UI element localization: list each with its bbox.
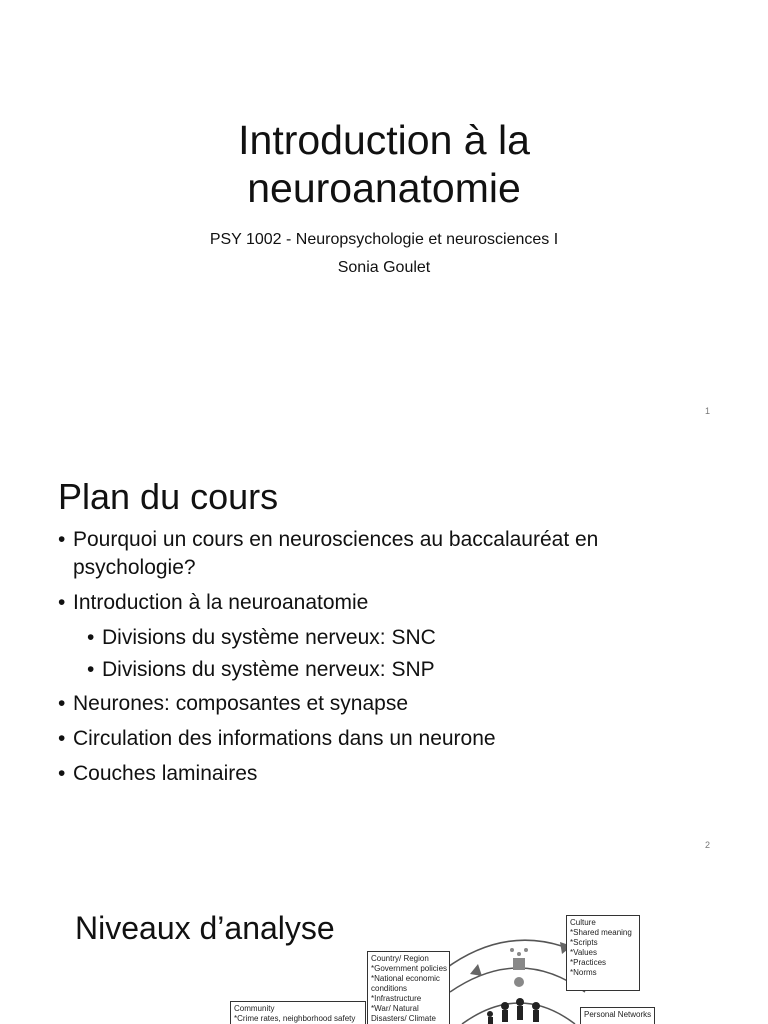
sub-bullet-item: • Divisions du système nerveux: SNC — [87, 624, 698, 652]
community-box — [230, 1001, 366, 1024]
box-line: *Scripts — [570, 938, 598, 947]
slide-3 — [0, 864, 768, 1024]
bullet-item: • Circulation des informations dans un neurone — [58, 725, 698, 753]
page-number: 1 — [704, 406, 710, 416]
box-line: *Values — [570, 948, 597, 957]
bullet-item: • Neurones: composantes et synapse — [58, 690, 698, 718]
arrow-head — [470, 964, 482, 976]
slide-title: Plan du cours — [58, 476, 279, 517]
box-line: Community — [234, 1004, 275, 1013]
box-line: Culture — [570, 918, 596, 927]
page-number: 2 — [704, 840, 710, 850]
box-line: *Practices — [570, 958, 607, 967]
box-line: Disasters/ Climate — [371, 1014, 436, 1023]
slide-title: Niveaux d’analyse — [75, 910, 335, 946]
box-line: *Shared meaning — [570, 928, 632, 937]
box-line: *War/ Natural — [371, 1004, 419, 1013]
bullet-item: • Pourquoi un cours en neurosciences au baccalauréat en psychologie? — [58, 526, 698, 582]
sub-bullet-item: • Divisions du système nerveux: SNP — [87, 656, 698, 684]
box-line: *Government policies — [371, 964, 448, 973]
box-line: Personal Networks — [584, 1010, 652, 1019]
person-figures — [487, 998, 540, 1024]
box-line: Country/ Region — [371, 954, 429, 963]
country-box — [367, 951, 450, 1024]
culture-box — [566, 915, 640, 991]
slide-title — [0, 116, 768, 212]
box-line: *Crime rates, neighborhood safety — [234, 1014, 356, 1023]
personal-networks-box — [580, 1007, 655, 1024]
title-line-1: Introduction à la — [238, 117, 530, 163]
title-line-2: neuroanatomie — [247, 165, 521, 211]
bullet-list — [58, 526, 698, 795]
box-line: *Norms — [570, 968, 597, 977]
bullet-item: • Couches laminaires — [58, 760, 698, 788]
course-subtitle: PSY 1002 - Neuropsychologie et neurosciences I — [209, 231, 559, 248]
box-line: *National economic — [371, 974, 440, 983]
slide-1 — [0, 0, 768, 432]
box-line: *Infrastructure — [371, 994, 422, 1003]
bullet-item: • Introduction à la neuroanatomie — [58, 589, 698, 617]
author-name: Sonia Goulet — [337, 259, 431, 276]
slide-2 — [0, 432, 768, 864]
box-line: conditions — [371, 984, 408, 993]
